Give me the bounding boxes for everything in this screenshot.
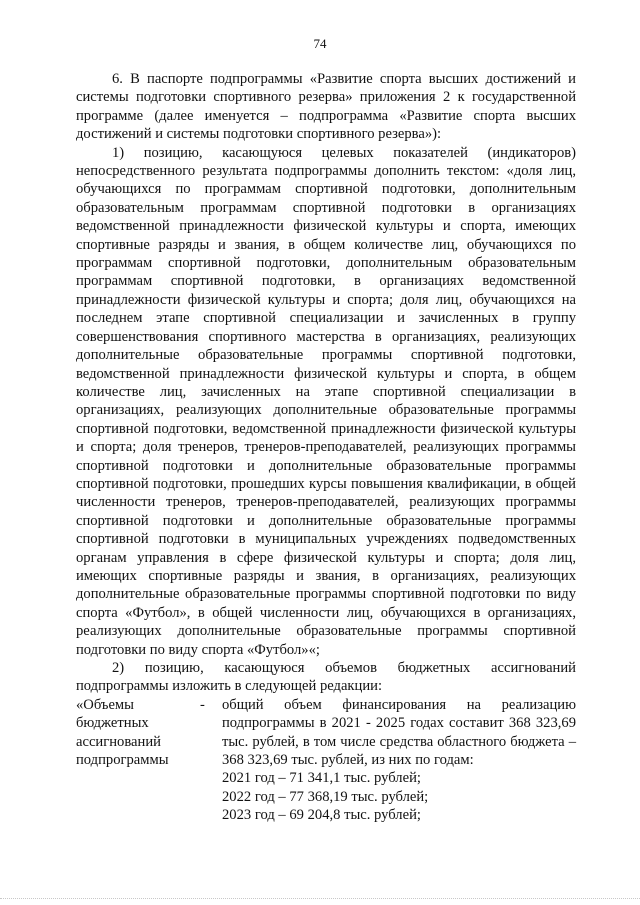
budget-table [76, 696, 576, 825]
table-left-label: «Объемы бюджетных ассигнований подпрограммы [76, 696, 169, 769]
year-line-2023: 2023 год – 69 204,8 тыс. рублей; [222, 807, 421, 824]
table-right-text: общий объем финансирования на реализацию подпрограммы в 2021 - 2025 годах составит 368 323,69 тыс. рублей, в том числе средства областного бюджета – 368 323,69 тыс. рублей, из них по годам: [222, 696, 576, 769]
page-number: 74 [313, 36, 327, 51]
year-line-2021: 2021 год – 71 341,1 тыс. рублей; [222, 770, 421, 787]
year-line-2022: 2022 год – 77 368,19 тыс. рублей; [222, 788, 429, 805]
document-body [76, 70, 576, 825]
paragraph-1: 6. В паспорте подпрограммы «Развитие спорта высших достижений и системы подготовки спортивного резерва» приложения 2 к государственной программе (далее именуется – подпрограмма «Развитие спорта высших достижений и системы подготовки спортивного резерва»): [76, 71, 576, 143]
paragraph-3: 2) позицию, касающуюся объемов бюджетных ассигнований подпрограммы изложить в следующей редакции: [76, 660, 576, 695]
table-dash: - [200, 696, 205, 713]
table-right-cell [222, 696, 576, 825]
bottom-divider [0, 898, 640, 899]
paragraph-2: 1) позицию, касающуюся целевых показателей (индикаторов) непосредственного результата подпрограммы дополнить текстом: «доля лиц, обучающихся по программам спортивной подготовки, дополнительным образовательным программам спортивной подготовки в организациях ведомственной принадлежности физической культуры и спорта, имеющих спортивные разряды и звания, в общем количестве лиц, обучающихся по программам спортивной подготовки, дополнительным образовательным программам спортивной подготовки, в организациях ведомственной принадлежности физической культуры и спорта; доля лиц, обучающихся на последнем этапе спортивной специализации и зачисленных в группу совершенствования спортивного мастерства в организациях, реализующих дополнительные образовательные программы спортивной подготовки, ведомственной принадлежности физической культуры и спорта, в общем количестве лиц, зачисленных на этапе спортивной специализации в организациях, реализующих дополнительные образовательные программы спортивной подготовки, ведомственной принадлежности физической культуры и спорта; доля тренеров, тренеров-преподавателей, реализующих программы спортивной подготовки и дополнительные образовательные программы спортивной подготовки, прошедших курсы повышения квалификации, в общей численности тренеров, тренеров-преподавателей, реализующих программы спортивной подготовки и дополнительные образовательные программы спортивной подготовки в муниципальных учреждениях подведомственных органам управления в сфере физической культуры и спорта; доля лиц, имеющих спортивные разряды и звания, в организациях, реализующих дополнительные образовательные программы спортивной подготовки по виду спорта «Футбол», в общей численности лиц, обучающихся в организациях, реализующих дополнительные образовательные программы спортивной подготовки по виду спорта «Футбол»«; [76, 144, 576, 658]
